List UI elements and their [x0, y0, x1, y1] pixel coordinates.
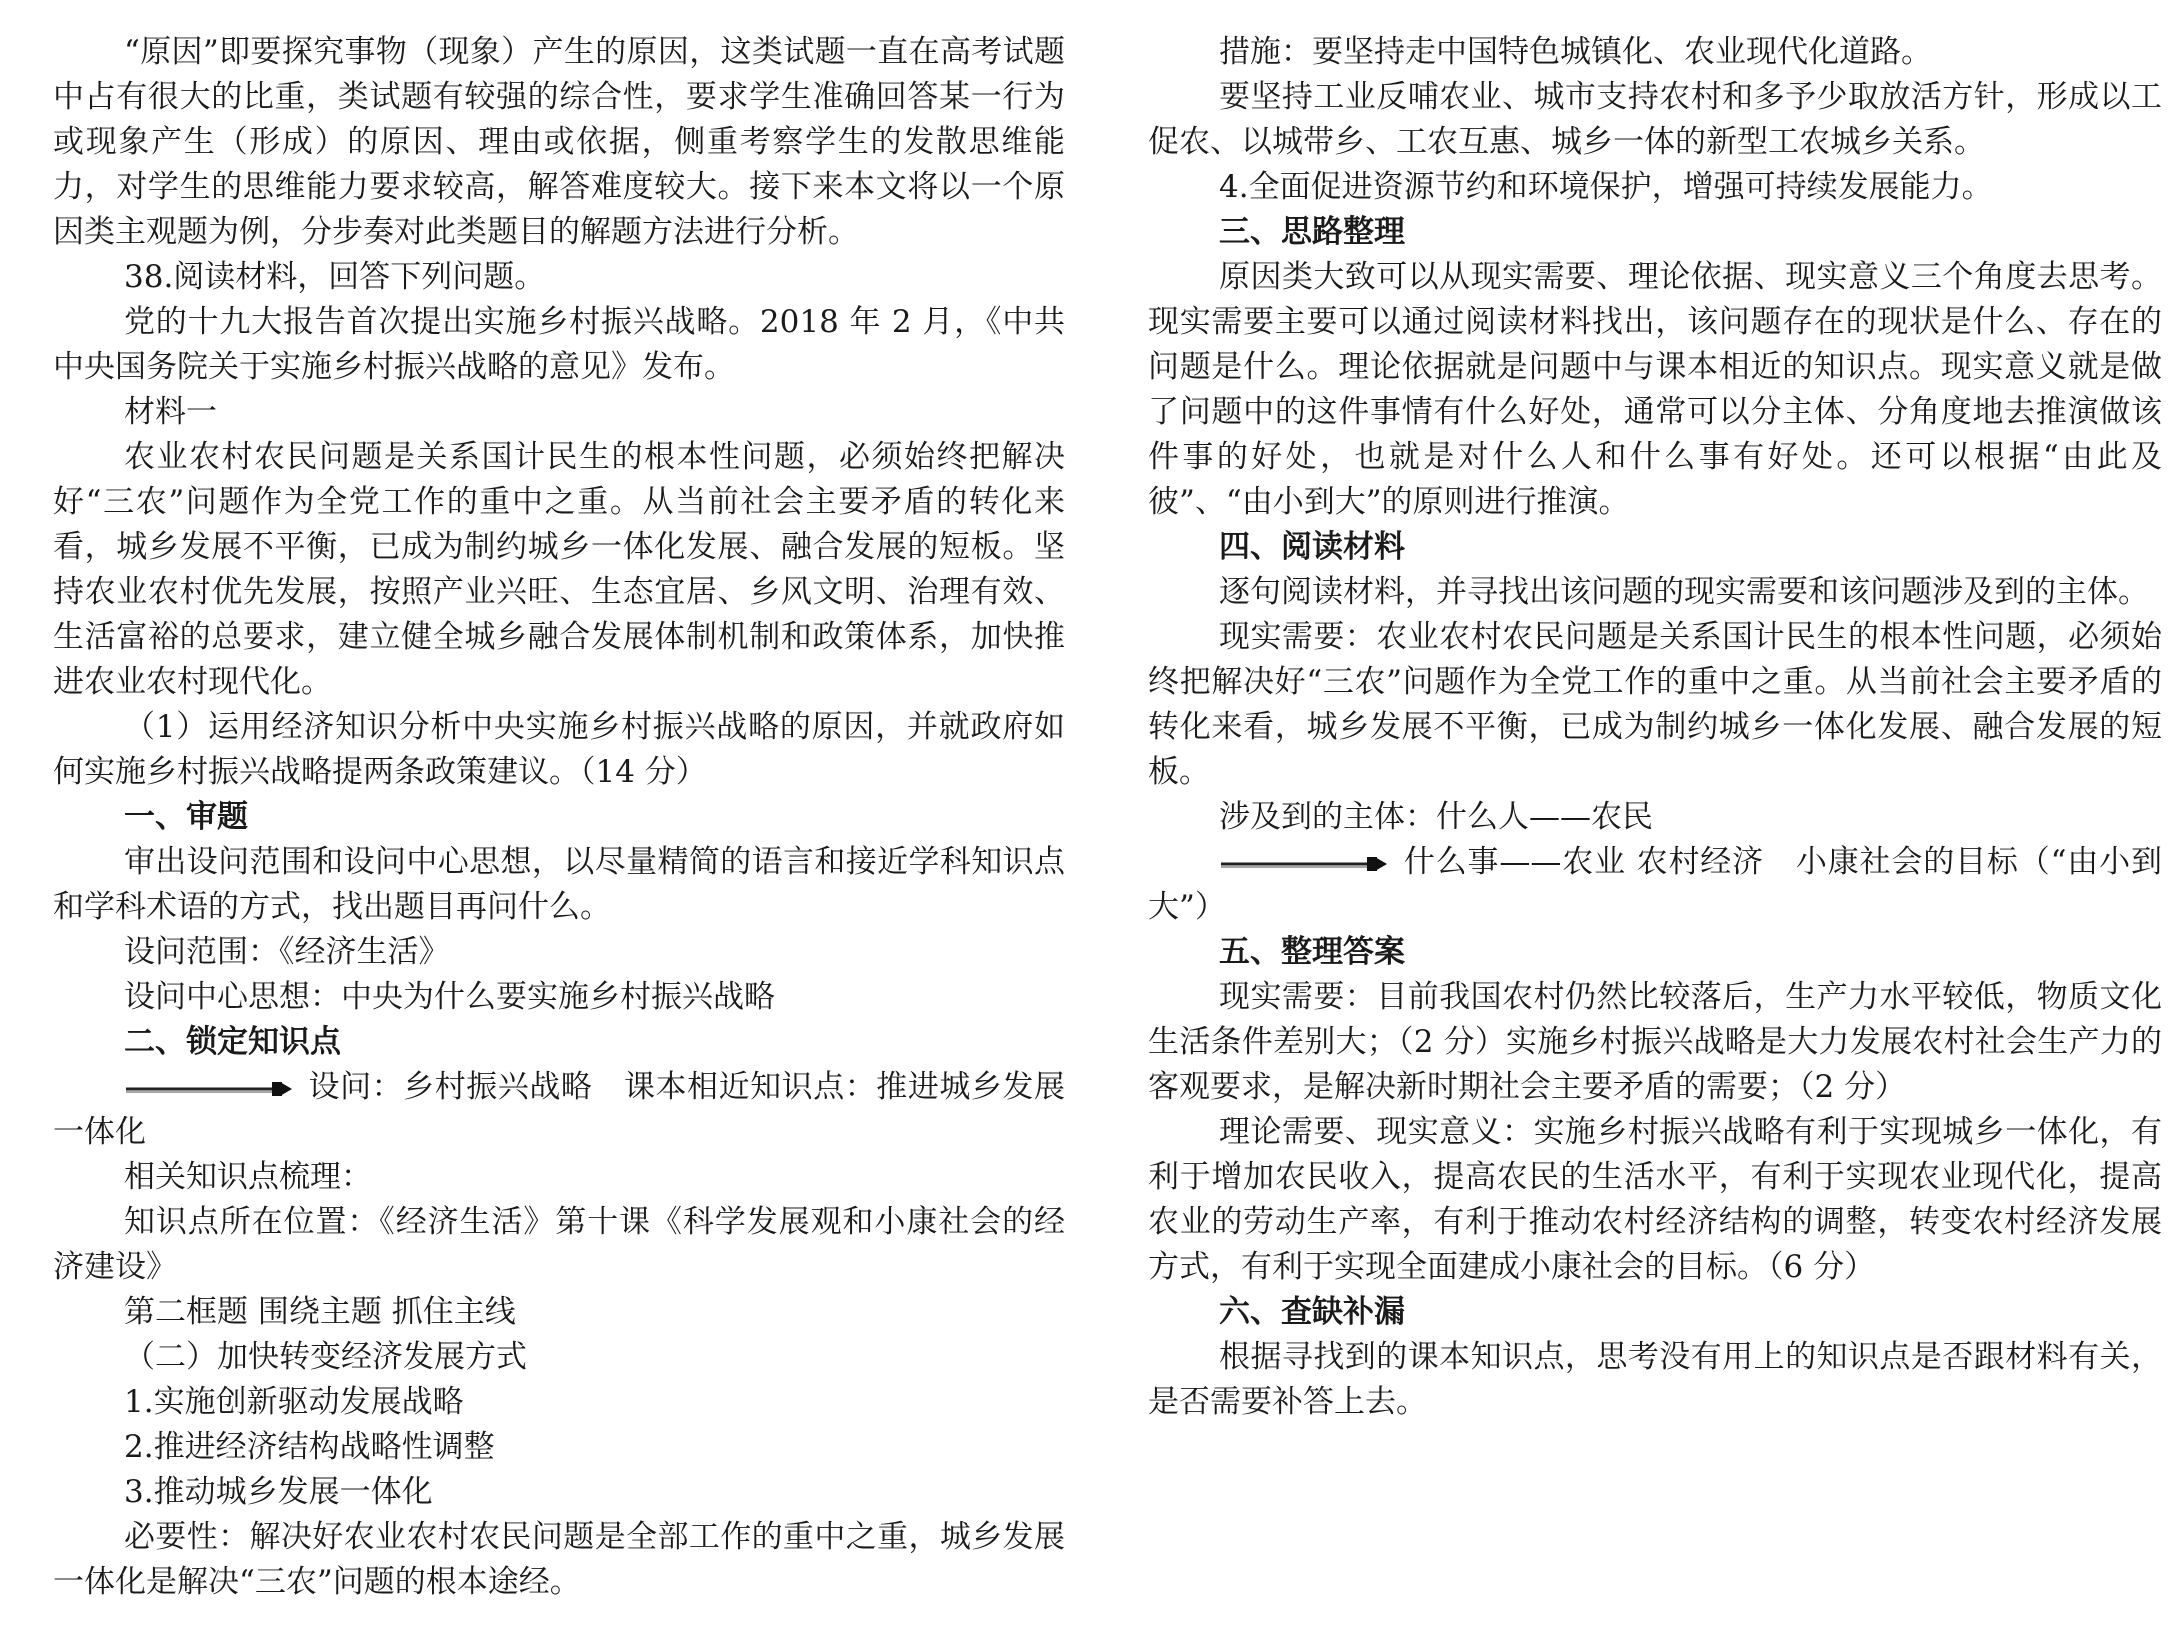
right-column	[1148, 30, 2162, 1425]
paragraph: 党的十九大报告首次提出实施乡村振兴战略。2018 年 2 月，《中共中央国务院关于实施乡村振兴战略的意见》发布。	[53, 304, 1065, 385]
paragraph: 2.推进经济结构战略性调整	[124, 1429, 495, 1465]
section-heading	[1148, 1290, 2162, 1335]
paragraph: 4.全面促进资源节约和环境保护，增强可持续发展能力。	[1219, 169, 1993, 205]
paragraph: 农业农村农民问题是关系国计民生的根本性问题，必须始终把解决好“三农”问题作为全党工作的重中之重。从当前社会主要矛盾的转化来看，城乡发展不平衡，已成为制约城乡一体化发展、融合发展的短板。坚持农业农村优先发展，按照产业兴旺、生态宜居、乡风文明、治理有效、生活富裕的总要求，建立健全城乡融合发展体制机制和政策体系，加快推进农业农村现代化。	[53, 439, 1065, 700]
arrow-icon	[124, 1079, 294, 1099]
paragraph: 设问中心思想：中央为什么要实施乡村振兴战略	[124, 979, 775, 1015]
paragraph: 根据寻找到的课本知识点，思考没有用上的知识点是否跟材料有关，是否需要补答上去。	[1148, 1339, 2162, 1420]
paragraph: 材料一	[124, 394, 217, 430]
paragraph: 相关知识点梳理：	[124, 1159, 372, 1195]
paragraph: “原因”即要探究事物（现象）产生的原因，这类试题一直在高考试题中占有很大的比重，类试题有较强的综合性，要求学生准确回答某一行为或现象产生（形成）的原因、理由或依据，侧重考察学生的发散思维能力，对学生的思维能力要求较高，解答难度较大。接下来本文将以一个原因类主观题为例，分步奏对此类题目的解题方法进行分析。	[53, 34, 1065, 250]
left-column	[53, 30, 1065, 1605]
paragraph: 设问范围：《经济生活》	[124, 934, 450, 970]
paragraph: 要坚持工业反哺农业、城市支持农村和多予少取放活方针，形成以工促农、以城带乡、工农互惠、城乡一体的新型工农城乡关系。	[1148, 79, 2162, 160]
paragraph: 理论需要、现实意义：实施乡村振兴战略有利于实现城乡一体化，有利于增加农民收入，提高农民的生活水平，有利于实现农业现代化，提高农业的劳动生产率，有利于推动农村经济结构的调整，转变农村经济发展方式，有利于实现全面建成小康社会的目标。（6 分）	[1148, 1114, 2162, 1285]
section-heading-text: 二、锁定知识点	[124, 1024, 341, 1060]
paragraph: 3.推动城乡发展一体化	[124, 1474, 433, 1510]
paragraph: 38.阅读材料，回答下列问题。	[124, 259, 546, 295]
section-heading	[1148, 210, 2162, 255]
paragraph: 必要性：解决好农业农村农民问题是全部工作的重中之重，城乡发展一体化是解决“三农”问题的根本途经。	[53, 1519, 1065, 1600]
section-heading-text: 五、整理答案	[1219, 934, 1405, 970]
paragraph: （二）加快转变经济发展方式	[124, 1339, 527, 1375]
section-heading-text: 三、思路整理	[1219, 214, 1405, 250]
paragraph: 第二框题 围绕主题 抓住主线	[124, 1294, 516, 1330]
section-heading	[53, 1020, 1065, 1065]
paragraph: 1.实施创新驱动发展战略	[124, 1384, 464, 1420]
arrow-paragraph	[53, 1065, 1065, 1155]
paragraph: 审出设问范围和设问中心思想，以尽量精简的语言和接近学科知识点和学科术语的方式，找出题目再问什么。	[53, 844, 1065, 925]
paragraph: 现实需要：农业农村农民问题是关系国计民生的根本性问题，必须始终把解决好“三农”问题作为全党工作的重中之重。从当前社会主要矛盾的转化来看，城乡发展不平衡，已成为制约城乡一体化发展、融合发展的短板。	[1148, 619, 2162, 790]
paragraph: 涉及到的主体：什么人——农民	[1219, 799, 1653, 835]
section-heading-text: 一、审题	[124, 799, 248, 835]
paragraph: （1）运用经济知识分析中央实施乡村振兴战略的原因，并就政府如何实施乡村振兴战略提两条政策建议。（14 分）	[53, 709, 1065, 790]
paragraph: 措施：要坚持走中国特色城镇化、农业现代化道路。	[1219, 34, 1932, 70]
arrow-text: 什么事——农业 农村经济 小康社会的目标（“由小到大”）	[1148, 844, 2162, 925]
section-heading-text: 四、阅读材料	[1219, 529, 1405, 565]
section-heading	[1148, 525, 2162, 570]
section-heading-text: 六、查缺补漏	[1219, 1294, 1405, 1330]
arrow-icon	[1219, 854, 1389, 874]
paragraph: 知识点所在位置：《经济生活》第十课《科学发展观和小康社会的经济建设》	[53, 1204, 1065, 1285]
paragraph: 原因类大致可以从现实需要、理论依据、现实意义三个角度去思考。现实需要主要可以通过阅读材料找出，该问题存在的现状是什么、存在的问题是什么。理论依据就是问题中与课本相近的知识点。现实意义就是做了问题中的这件事情有什么好处，通常可以分主体、分角度地去推演做该件事的好处，也就是对什么人和什么事有好处。还可以根据“由此及彼”、“由小到大”的原则进行推演。	[1148, 259, 2162, 520]
section-heading	[1148, 930, 2162, 975]
section-heading	[53, 795, 1065, 840]
arrow-paragraph	[1148, 840, 2162, 930]
arrow-text: 设问：乡村振兴战略 课本相近知识点：推进城乡发展一体化	[53, 1069, 1065, 1150]
paragraph: 逐句阅读材料，并寻找出该问题的现实需要和该问题涉及到的主体。	[1219, 574, 2149, 610]
paragraph: 现实需要：目前我国农村仍然比较落后，生产力水平较低，物质文化生活条件差别大；（2 分）实施乡村振兴战略是大力发展农村社会生产力的客观要求，是解决新时期社会主要矛盾的需要；（2 分）	[1148, 979, 2162, 1105]
